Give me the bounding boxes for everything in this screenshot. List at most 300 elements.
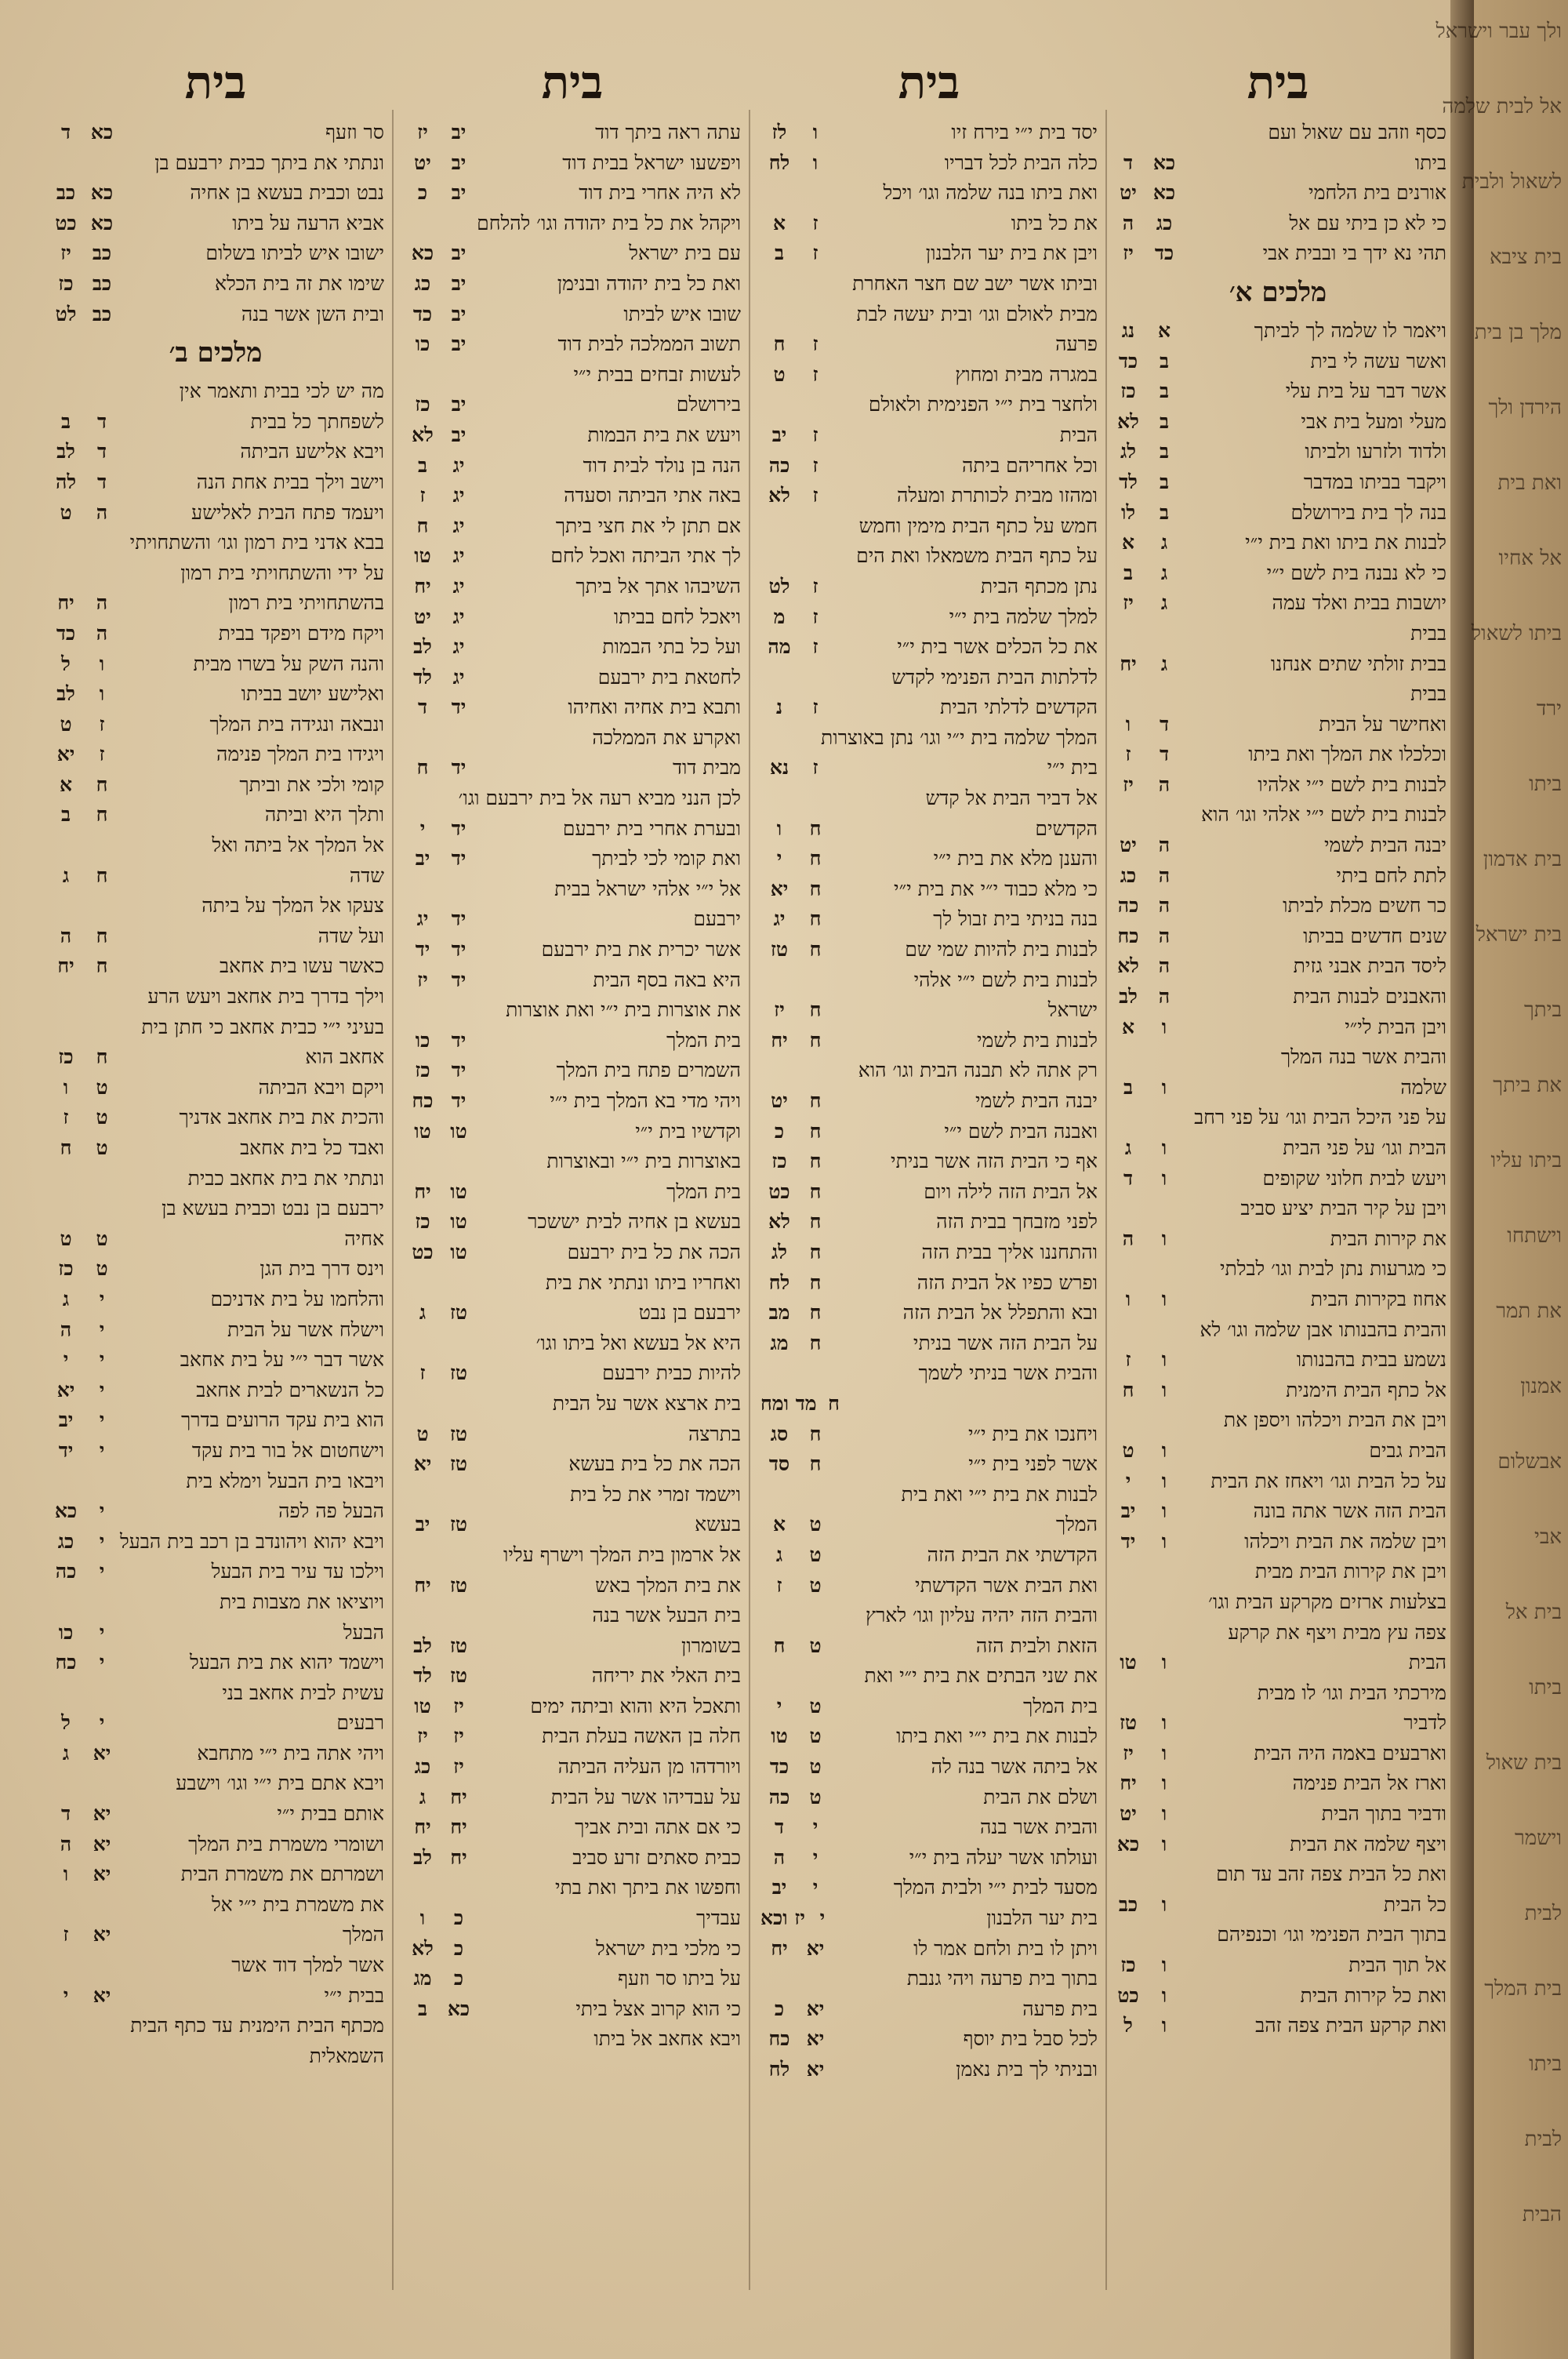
chapter-number: טו xyxy=(450,1210,467,1234)
verse-number: לד xyxy=(1119,470,1138,493)
chapter-number: י xyxy=(812,1816,818,1839)
verse-number: כה xyxy=(768,1785,790,1808)
concordance-entry xyxy=(404,1571,741,1601)
verse-number: יד xyxy=(58,1438,74,1462)
concordance-entry xyxy=(1109,1678,1446,1709)
entry-text: רק אתה לא תבנה הבית וגו׳ הוא xyxy=(858,1059,1098,1082)
verse-number: יא xyxy=(413,1452,432,1476)
entry-text: וינס דרך בית הגן xyxy=(260,1257,384,1281)
concordance-entry xyxy=(47,148,384,179)
verse-number: ו xyxy=(63,1863,69,1886)
entry-text: חלה בן האשה בעלת הבית xyxy=(542,1725,741,1748)
chapter-number: ט xyxy=(809,1725,822,1748)
entry-text: לחטאת בית ירבעם xyxy=(597,665,741,689)
chapter-number: ט xyxy=(809,1785,822,1808)
concordance-entry xyxy=(760,360,1098,391)
chapter-number: ד xyxy=(1159,712,1170,736)
concordance-entry xyxy=(404,148,741,179)
concordance-entry xyxy=(1109,1405,1446,1436)
concordance-entry xyxy=(1109,1708,1446,1739)
verse-number: לא xyxy=(1117,409,1139,433)
chapter-number: ט xyxy=(809,1513,822,1536)
chapter-number: ח xyxy=(809,1422,822,1445)
verse-number: כד xyxy=(769,1755,789,1779)
concordance-entry xyxy=(404,481,741,511)
verse-number: לו xyxy=(1120,500,1136,524)
concordance-entry xyxy=(1109,498,1446,529)
verse-number: טו xyxy=(414,1119,431,1143)
chapter-number: ו xyxy=(99,682,105,706)
verse-number: לב xyxy=(413,1845,432,1869)
entry-text: לבנות בית לשמי xyxy=(976,1028,1098,1052)
entry-text: כי אם אתה ובית אביך xyxy=(575,1816,741,1839)
concordance-entry xyxy=(404,995,741,1026)
entry-text: והנה השק על בשרו מבית xyxy=(193,652,384,675)
verse-number: לא xyxy=(768,484,790,507)
book-gutter xyxy=(1450,0,1474,2359)
entry-text: בהשתחויתי בית רמון xyxy=(228,591,384,615)
concordance-entry xyxy=(47,1376,384,1406)
entry-text: ביתו xyxy=(1414,151,1446,174)
verse-number: יח xyxy=(414,1816,431,1839)
verse-number: ד xyxy=(417,696,428,719)
entry-text: קומי ולכי את וביתך xyxy=(239,772,384,796)
concordance-entry xyxy=(1109,740,1446,770)
chapter-number: טז xyxy=(449,1361,468,1385)
entry-text: ויגידו בית המלך פנימה xyxy=(216,743,384,766)
concordance-entry xyxy=(760,753,1098,783)
entry-text: ויבן שלמה את הבית ויכלהו xyxy=(1244,1529,1446,1553)
concordance-entry xyxy=(1109,770,1446,801)
verse-number: ט xyxy=(1122,1438,1134,1462)
chapter-number: י xyxy=(99,1408,105,1432)
verse-number: יט xyxy=(1120,834,1137,857)
adjacent-page-text: בית אדמון xyxy=(1483,848,1562,871)
concordance-entry xyxy=(760,300,1098,330)
entry-text: ויבא אתם בית י״י וגו׳ וישבע xyxy=(176,1772,384,1795)
entry-text: ואת כל קירות הבית xyxy=(1300,1983,1446,2007)
verse-number: לא xyxy=(412,423,434,446)
adjacent-page-text: ביתו xyxy=(1529,772,1562,796)
verse-number: ד xyxy=(60,1802,71,1826)
concordance-entry xyxy=(47,407,384,438)
entry-text: אל דביר הבית אל קדש xyxy=(925,787,1098,810)
concordance-entry xyxy=(760,602,1098,633)
concordance-entry xyxy=(760,1661,1098,1692)
verse-number: כז xyxy=(1120,1954,1136,1977)
verse-number: ו xyxy=(776,816,782,840)
chapter-number: כ xyxy=(453,1936,464,1960)
concordance-entry xyxy=(404,329,741,360)
entry-text: בעשא xyxy=(695,1513,741,1536)
concordance-entry xyxy=(1109,1527,1446,1558)
chapter-number: י xyxy=(99,1438,105,1462)
chapter-number: ב xyxy=(1159,500,1170,524)
verse-number: כז xyxy=(415,393,430,416)
concordance-entry xyxy=(404,874,741,905)
concordance-entry xyxy=(760,2024,1098,2055)
verse-number: א xyxy=(1121,531,1135,554)
verse-number: יז וכא xyxy=(760,1906,805,1930)
chapter-number: ו xyxy=(1161,1499,1167,1523)
verse-number: לא xyxy=(768,1210,790,1234)
concordance-entry xyxy=(404,390,741,420)
concordance-entry xyxy=(404,178,741,209)
entry-text: ויעמד פתח הבית לאלישע xyxy=(191,500,384,524)
concordance-entry xyxy=(1109,1768,1446,1799)
entry-text: לבנות בית להיות שמי שם xyxy=(905,938,1098,961)
entry-text: אל תוך הבית xyxy=(1348,1954,1446,1977)
entry-text: ובית השן אשר בנה xyxy=(241,302,384,325)
chapter-number: ו xyxy=(1161,1802,1167,1826)
chapter-number: ח xyxy=(96,803,108,827)
chapter-number: י xyxy=(99,1499,105,1523)
verse-number: טו xyxy=(1120,1651,1137,1674)
entry-text: על ביתו סר וזעף xyxy=(618,1967,741,1990)
entry-text: ואבד כל בית אחאב xyxy=(240,1136,384,1159)
verse-number: סג xyxy=(770,1422,789,1445)
entry-text: המלך xyxy=(342,1923,384,1946)
verse-number: ב xyxy=(1123,1075,1134,1099)
entry-text: אחיה xyxy=(344,1227,384,1250)
entry-text: להיות כבית ירבעם xyxy=(602,1361,741,1385)
entry-text: וישמד זמרי את כל בית xyxy=(570,1482,741,1506)
concordance-entry xyxy=(1109,1224,1446,1255)
entry-list xyxy=(1109,118,1446,2041)
concordance-entry xyxy=(1109,1103,1446,1133)
verse-number: כט xyxy=(1117,1983,1139,2007)
chapter-number: ז xyxy=(812,423,818,446)
entry-text: מה יש לכי בבית ותאמר אין xyxy=(179,380,384,403)
entry-text: ואבנה הבית לשם י״י xyxy=(944,1119,1098,1143)
chapter-number: יח xyxy=(450,1845,467,1869)
concordance-entry xyxy=(47,1527,384,1558)
concordance-entry xyxy=(47,1194,384,1224)
entry-text: כסף וזהב עם שאול ועם xyxy=(1268,121,1446,144)
adjacent-page-text: אל לבית שלמה xyxy=(1442,95,1562,118)
verse-number: ג xyxy=(62,1287,70,1310)
concordance-entry xyxy=(404,451,741,482)
concordance-entry xyxy=(760,1934,1098,1965)
concordance-entry xyxy=(404,753,741,783)
concordance-entry xyxy=(47,740,384,770)
concordance-entry xyxy=(1109,316,1446,347)
concordance-entry xyxy=(404,844,741,874)
chapter-number: ג xyxy=(1160,652,1168,675)
concordance-entry xyxy=(1109,1345,1446,1376)
verse-number: יז xyxy=(417,968,428,991)
entry-text: ושומרי משמרת בית המלך xyxy=(188,1832,384,1856)
concordance-entry xyxy=(404,1329,741,1359)
entry-text: ירבעם xyxy=(693,907,741,931)
entry-text: את משמרת בית י״י אל xyxy=(211,1892,384,1916)
entry-text: בעשא בן אחיה לבית יששכר xyxy=(528,1210,741,1234)
chapter-number: טז xyxy=(449,1664,468,1688)
concordance-entry xyxy=(1109,238,1446,269)
concordance-entry xyxy=(760,1480,1098,1510)
verse-number: ח xyxy=(416,756,429,780)
entry-text: כי הוא קרוב אצל ביתי xyxy=(575,1997,741,2020)
entry-text: לך אתי הביתה ואכל לחם xyxy=(550,544,741,568)
concordance-entry xyxy=(1109,1648,1446,1678)
verse-number: ב xyxy=(417,1997,428,2020)
concordance-entry xyxy=(47,1436,384,1467)
chapter-number: יא xyxy=(806,1997,825,2020)
verse-number: יג xyxy=(773,907,786,931)
verse-number: כג xyxy=(414,271,431,295)
entry-text: אביא הרעה על ביתו xyxy=(232,211,384,234)
entry-text: על כל הבית וגו׳ ויאחז את הבית xyxy=(1210,1469,1446,1492)
chapter-number: ב xyxy=(1159,470,1170,493)
concordance-entry xyxy=(760,2055,1098,2085)
entry-text: והכית את בית אחאב אדניך xyxy=(179,1106,384,1129)
concordance-entry xyxy=(47,269,384,300)
entry-text: לבנות בית לשם י״י אלהי וגו׳ הוא xyxy=(1201,803,1446,827)
entry-text: השמאלית xyxy=(309,2044,384,2067)
entry-text: ויאכל לחם בביתו xyxy=(613,605,741,628)
verse-number: יז xyxy=(1123,772,1134,796)
entry-text: כלה הבית לכל דבריו xyxy=(944,151,1098,174)
concordance-entry xyxy=(760,148,1098,179)
verse-number: יח xyxy=(771,1028,788,1052)
chapter-number: ח xyxy=(809,1331,822,1354)
verse-number: לה xyxy=(55,470,77,493)
chapter-number: יג xyxy=(452,574,465,598)
chapter-number: כא xyxy=(1152,151,1176,174)
verse-number: א xyxy=(1121,1015,1135,1038)
chapter-number: ז xyxy=(812,333,818,356)
entry-text: בבית י״י xyxy=(324,1983,384,2007)
verse-number: סד xyxy=(768,1452,790,1476)
entry-text: רבעים xyxy=(336,1711,384,1735)
chapter-number: ו xyxy=(1161,1954,1167,1977)
entry-text: אל ארמון בית המלך וישרף עליו xyxy=(503,1543,741,1566)
adjacent-page-text: ביתו xyxy=(1529,1676,1562,1699)
chapter-number: ג xyxy=(1160,531,1168,554)
verse-number: ו xyxy=(419,1906,426,1930)
concordance-entry xyxy=(47,1103,384,1133)
entry-text: לבנות בית לשם י״י אלהי xyxy=(913,968,1098,991)
chapter-number: כא xyxy=(90,181,114,205)
verse-number: כו xyxy=(415,333,430,356)
chapter-number: ב xyxy=(1159,409,1170,433)
concordance-entry xyxy=(1109,376,1446,407)
concordance-entry xyxy=(760,663,1098,693)
concordance-entry xyxy=(1109,1981,1446,2012)
entry-text: היא באה בסף הבית xyxy=(593,968,741,991)
concordance-entry xyxy=(1109,1012,1446,1043)
concordance-entry xyxy=(1109,1133,1446,1164)
chapter-number: ח xyxy=(828,1391,840,1415)
verse-number: כד xyxy=(56,621,76,645)
verse-number: יח xyxy=(414,1180,431,1203)
entry-text: אשר יכרית את בית ירבעם xyxy=(541,938,741,961)
chapter-number: טז xyxy=(449,1513,468,1536)
entry-text: על כתף הבית משמאלו ואת הים xyxy=(856,544,1098,568)
concordance-entry xyxy=(47,1133,384,1164)
verse-number: כה xyxy=(768,453,790,477)
chapter-number: כב xyxy=(92,242,112,265)
entry-text: כי מלא כבוד י״י את בית י״י xyxy=(894,877,1098,900)
concordance-entry xyxy=(404,238,741,269)
concordance-entry xyxy=(404,1117,741,1147)
concordance-entry xyxy=(760,995,1098,1026)
entry-text: וישב וילך בבית אחת הנה xyxy=(196,470,384,493)
verse-number: כה xyxy=(55,1560,77,1583)
verse-number: לד xyxy=(413,1664,432,1688)
entry-text: ויוציאו את מצבות בית xyxy=(220,1590,384,1613)
verse-number: ג xyxy=(419,1301,426,1325)
entry-text: אשר דבר על בית עלי xyxy=(1285,380,1446,403)
chapter-number: ח xyxy=(809,1180,822,1203)
entry-text: באוצרות בית י״י ובאוצרות xyxy=(546,1150,741,1173)
chapter-number: ד xyxy=(1159,743,1170,766)
verse-number: ו xyxy=(63,1075,69,1099)
entry-text: ישראל xyxy=(1047,998,1098,1022)
chapter-number: ט xyxy=(96,1136,108,1159)
concordance-entry xyxy=(404,300,741,330)
entry-text: בית המלך xyxy=(666,1180,741,1203)
entry-text: פרעה xyxy=(1055,333,1098,356)
entry-text: סר וזעף xyxy=(325,121,384,144)
entry-text: בנה בניתי בית זבול לך xyxy=(933,907,1098,931)
chapter-number: ו xyxy=(1161,1348,1167,1372)
entry-text: הבית וגו׳ על פני הבית xyxy=(1283,1136,1446,1159)
verse-number: מה xyxy=(768,635,791,659)
entry-text: הבעל פה לפה xyxy=(278,1499,384,1523)
chapter-number: י xyxy=(99,1348,105,1372)
concordance-entry xyxy=(404,1721,741,1752)
entry-text: והבית הזה יהיה עליון וגו׳ לארץ xyxy=(866,1604,1098,1627)
entry-text: ונתתי את בית אחאב כבית xyxy=(187,1166,384,1190)
running-head: בית xyxy=(541,56,604,109)
book-section-heading: מלכים ב׳ xyxy=(169,337,263,369)
entry-text: לא היה אחרי בית דוד xyxy=(579,181,741,205)
concordance-entry xyxy=(47,1708,384,1739)
concordance-entry xyxy=(1109,891,1446,921)
chapter-number: טו xyxy=(450,1119,467,1143)
verse-number: א xyxy=(59,772,73,796)
entry-text: ויקם ויבא הביתה xyxy=(258,1075,384,1099)
verse-number: ב xyxy=(60,409,71,433)
concordance-entry xyxy=(760,1056,1098,1086)
verse-number: יח xyxy=(57,954,74,978)
entry-text: כאשר עשו בית אחאב xyxy=(220,954,384,978)
concordance-entry xyxy=(1109,558,1446,589)
chapter-number: ח xyxy=(809,1270,822,1294)
adjacent-page-text: מלך בן בית xyxy=(1474,321,1562,344)
verse-number: כ xyxy=(774,1119,785,1143)
entry-text: לבנות את בית י״י ואת ביתו xyxy=(896,1725,1098,1748)
entry-text: והבית אשר בנה המלך xyxy=(1280,1045,1446,1069)
verse-number: כז xyxy=(58,1045,74,1069)
chapter-number: י xyxy=(99,1318,105,1341)
entry-text: במגרה מבית ומחוץ xyxy=(955,362,1098,386)
entry-text: ויקהל את כל בית יהודה וגו׳ להלחם xyxy=(477,211,741,234)
verse-number: ד xyxy=(1123,1166,1134,1190)
verse-number: לב xyxy=(56,440,75,463)
concordance-entry xyxy=(47,300,384,330)
entry-text: בנה לך בית בירושלם xyxy=(1290,500,1446,524)
entry-text: אל י״י אלהי ישראל בבית xyxy=(554,877,741,900)
chapter-number: י xyxy=(819,1906,826,1930)
entry-text: ויהי אתה בית י״י מתחבא xyxy=(197,1741,384,1765)
concordance-entry xyxy=(404,1540,741,1571)
entry-text: מעלי ומעל בית אבי xyxy=(1301,409,1446,433)
concordance-entry xyxy=(404,1026,741,1056)
chapter-number: ח xyxy=(96,924,108,947)
chapter-number: יד xyxy=(451,938,466,961)
chapter-number: יא xyxy=(93,1802,111,1826)
concordance-entry xyxy=(47,1950,384,1981)
entry-text: למלך שלמה בית י״י xyxy=(949,605,1098,628)
concordance-entry xyxy=(1109,1467,1446,1497)
concordance-entry xyxy=(760,1419,1098,1450)
concordance-entry xyxy=(47,2041,384,2072)
concordance-entry xyxy=(404,1268,741,1299)
chapter-number: ט xyxy=(809,1573,822,1597)
chapter-number: ט xyxy=(96,1227,108,1250)
verse-number: ח xyxy=(1122,1378,1134,1401)
chapter-number: ה xyxy=(1158,772,1171,796)
verse-number: לט xyxy=(768,574,790,598)
chapter-number: ז xyxy=(99,712,105,736)
concordance-entry xyxy=(47,951,384,982)
concordance-entry xyxy=(404,1692,741,1722)
chapter-number: ו xyxy=(1161,1015,1167,1038)
concordance-entry xyxy=(404,511,741,542)
entry-text: וישחטום אל בור בית עקד xyxy=(191,1438,384,1462)
chapter-number: ח xyxy=(96,863,108,887)
entry-text: ויבן את קירות הבית מבית xyxy=(1254,1560,1446,1583)
verse-number: יט xyxy=(414,151,431,174)
chapter-number: ה xyxy=(1158,834,1171,857)
concordance-entry xyxy=(47,1073,384,1103)
concordance-entry xyxy=(404,1994,741,2025)
chapter-number: יד xyxy=(451,1028,466,1052)
chapter-number: יד xyxy=(451,1059,466,1082)
entry-text: עתה ראה ביתך דוד xyxy=(595,121,741,144)
verse-number: יח xyxy=(414,1573,431,1597)
entry-text: ויקבר בביתו במדבר xyxy=(1303,470,1446,493)
chapter-number: י xyxy=(99,1651,105,1674)
concordance-entry xyxy=(404,935,741,965)
chapter-number: ח xyxy=(809,1452,822,1476)
entry-text: על פני היכל הבית וגו׳ על פני רחב xyxy=(1194,1106,1446,1129)
entry-text: בשומרון xyxy=(681,1634,741,1657)
verse-number: ט xyxy=(60,1227,72,1250)
chapter-number: טו xyxy=(450,1240,467,1263)
concordance-entry xyxy=(404,632,741,663)
verse-number: ז xyxy=(419,1361,426,1385)
chapter-number: י xyxy=(812,1876,818,1899)
book-section-heading: מלכים א׳ xyxy=(1229,276,1327,308)
verse-number: כג xyxy=(1120,863,1137,887)
concordance-entry xyxy=(1109,1830,1446,1860)
concordance-entry xyxy=(404,1903,741,1934)
concordance-entry xyxy=(760,1389,1098,1419)
chapter-number: יב xyxy=(451,393,466,416)
entry-text: ועולתו אשר יעלה בית י״י xyxy=(909,1845,1098,1869)
entry-text: וילכו עד עיר בית הבעל xyxy=(211,1560,384,1583)
verse-number: לט xyxy=(55,302,77,325)
entry-text: הבית הזה אשר אתה בונה xyxy=(1253,1499,1446,1523)
verse-number: מב xyxy=(768,1301,790,1325)
verse-number: טו xyxy=(414,1694,431,1717)
concordance-entry xyxy=(47,118,384,148)
entry-text: ליסד הבית אבני גזית xyxy=(1293,954,1446,978)
entry-text: אשר לפני בית י״י xyxy=(968,1452,1098,1476)
